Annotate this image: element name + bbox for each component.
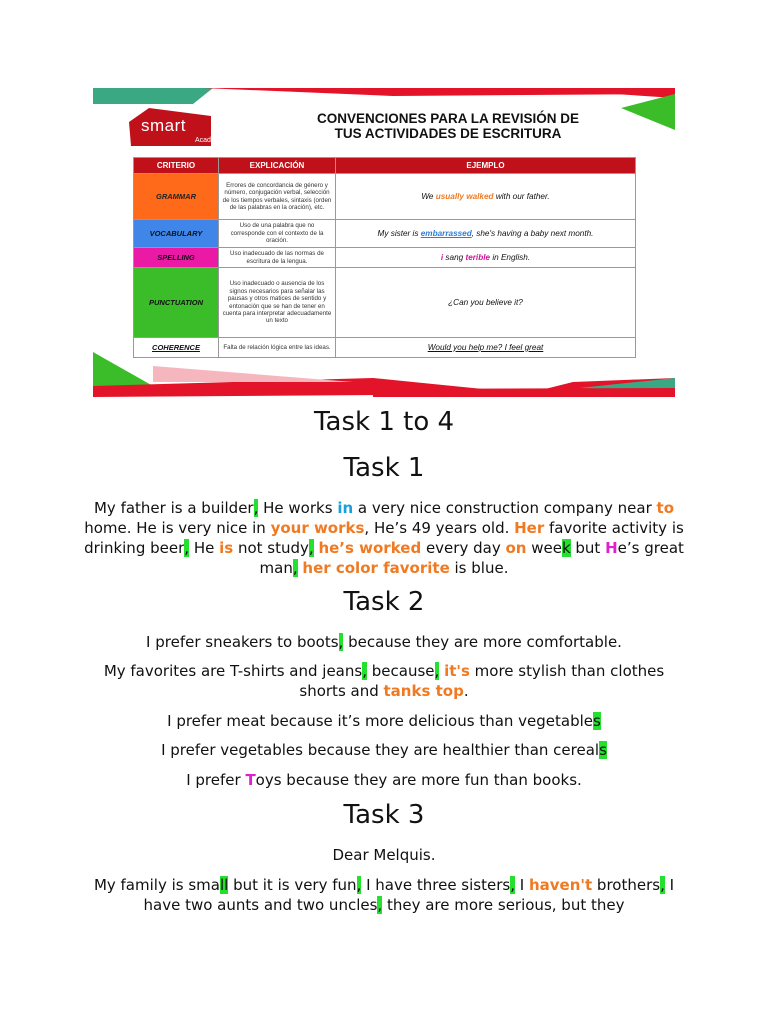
text-segment: I prefer meat because it’s more delicious than vegetable — [167, 712, 594, 730]
criterio-coherence: COHERENCE — [134, 338, 219, 358]
task1-paragraph — [84, 498, 684, 578]
text-segment: because they are more comfortable. — [343, 633, 622, 651]
banner-title — [283, 111, 613, 141]
task2-line-1 — [84, 632, 684, 652]
banner-title-line2: TUS ACTIVIDADES DE ESCRITURA — [334, 126, 562, 141]
col-explicacion: EXPLICACIÓN — [219, 158, 336, 174]
text-segment: My favorites are T-shirts and jeans — [103, 662, 363, 680]
task3-heading: Task 3 — [343, 800, 425, 830]
table-header-row — [134, 158, 636, 174]
correction-mark: it's — [444, 662, 470, 680]
correction-mark: he’s worked — [318, 539, 422, 557]
explicacion-vocabulary: Uso de una palabra que no corresponde con el contexto de la oración. — [219, 220, 336, 248]
ejemplo-spelling: i sang terible in English. — [336, 248, 636, 268]
text-segment: but it is very fun — [228, 876, 357, 894]
main-heading: Task 1 to 4 — [313, 407, 455, 437]
table-row-punctuation — [134, 268, 636, 338]
correction-mark: H — [605, 539, 618, 557]
text-segment: , He’s 49 years old. — [364, 519, 515, 537]
logo-subtitle: Academia de Idiomas — [195, 137, 263, 144]
conventions-table — [133, 157, 636, 358]
correction-mark: , — [338, 633, 344, 651]
correction-mark: your works — [270, 519, 365, 537]
correction-mark: , — [434, 662, 440, 680]
ejemplo-punctuation: ¿Can you believe it? — [336, 268, 636, 338]
task3-greeting: Dear Melquis. — [332, 846, 436, 864]
task1-heading: Task 1 — [343, 453, 425, 483]
correction-mark: , — [253, 499, 259, 517]
correction-mark: k — [561, 539, 571, 557]
correction-mark: , — [308, 539, 314, 557]
correction-mark: Her — [514, 519, 545, 537]
correction-mark: , — [660, 876, 665, 894]
correction-mark: in — [337, 499, 354, 517]
text-segment: but — [570, 539, 606, 557]
text-segment: I have three sisters — [361, 876, 511, 894]
text-segment: I prefer sneakers to boots — [146, 633, 339, 651]
task2-line-2 — [84, 661, 684, 701]
ejemplo-coherence: Would you help me? I feel great — [336, 338, 636, 358]
text-segment: wee — [526, 539, 562, 557]
criterio-vocabulary: VOCABULARY — [134, 220, 219, 248]
text-segment: . — [463, 682, 469, 700]
table-row-grammar — [134, 174, 636, 220]
text-segment: every day — [421, 539, 506, 557]
text-segment: e’s great man — [259, 539, 684, 577]
conventions-banner — [93, 86, 675, 397]
table-row-spelling — [134, 248, 636, 268]
correction-mark: her color favorite — [302, 559, 450, 577]
explicacion-punctuation: Uso inadecuado o ausencia de los signos necesarios para señalar las pausas y otros matices de sentido y entonación que se han de tener en cuenta para interpretar adecuadamente un texto — [219, 268, 336, 338]
correction-mark: , — [510, 876, 515, 894]
text-segment: He works — [258, 499, 338, 517]
task2-line-4 — [84, 740, 684, 760]
task2-line-3 — [84, 711, 684, 731]
criterio-grammar: GRAMMAR — [134, 174, 219, 220]
text-segment: He — [189, 539, 220, 557]
correction-mark: to — [656, 499, 675, 517]
table-row-coherence — [134, 338, 636, 358]
text-segment: I prefer vegetables because they are healthier than cereal — [161, 741, 600, 759]
text-segment: not study — [233, 539, 309, 557]
text-segment: I prefer — [186, 771, 246, 789]
text-segment: a very nice construction company near — [353, 499, 657, 517]
logo-text: smart — [141, 116, 186, 135]
text-segment: because — [366, 662, 435, 680]
banner-title-line1: CONVENCIONES PARA LA REVISIÓN DE — [316, 111, 580, 126]
text-segment: My family is sma — [93, 876, 220, 894]
task2-line-5 — [84, 770, 684, 790]
correction-mark: tanks top — [383, 682, 464, 700]
text-segment: more stylish than clothes shorts and — [299, 662, 665, 700]
correction-mark: , — [184, 539, 190, 557]
explicacion-grammar: Errores de concordancia de género y número, conjugación verbal, selección de los tiempos verbales, sintaxis (orden de las palabras en la oración), etc. — [219, 174, 336, 220]
col-criterio: CRITERIO — [134, 158, 219, 174]
correction-mark: s — [593, 712, 601, 730]
correction-mark: , — [377, 896, 383, 914]
ejemplo-grammar: We usually walked with our father. — [336, 174, 636, 220]
col-ejemplo: EJEMPLO — [336, 158, 636, 174]
text-segment: My father is a builder — [93, 499, 254, 517]
explicacion-spelling: Uso inadecuado de las normas de escritura de la lengua. — [219, 248, 336, 268]
correction-mark: haven't — [528, 876, 593, 894]
text-segment: favorite activity is drinking beer — [84, 519, 684, 557]
text-segment: oys because they are more fun than books. — [255, 771, 582, 789]
text-segment: I — [514, 876, 529, 894]
table-row-vocabulary — [134, 220, 636, 248]
criterio-punctuation: PUNCTUATION — [134, 268, 219, 338]
task3-paragraph — [84, 875, 684, 915]
correction-mark: ll — [219, 876, 229, 894]
correction-mark: s — [599, 741, 607, 759]
text-segment: I have two aunts and two uncles — [143, 876, 675, 914]
text-segment: they are more serious, but they — [382, 896, 625, 914]
text-segment: home. He is very nice in — [84, 519, 271, 537]
correction-mark: on — [505, 539, 527, 557]
explicacion-coherence: Falta de relación lógica entre las ideas. — [219, 338, 336, 358]
text-segment: brothers — [592, 876, 661, 894]
correction-mark: , — [356, 876, 362, 894]
correction-mark: is — [219, 539, 234, 557]
correction-mark: T — [245, 771, 256, 789]
text-segment: is blue. — [449, 559, 509, 577]
correction-mark: , — [362, 662, 367, 680]
criterio-spelling: SPELLING — [134, 248, 219, 268]
ejemplo-vocabulary: My sister is embarrassed, she's having a baby next month. — [336, 220, 636, 248]
correction-mark: , — [292, 559, 298, 577]
task2-heading: Task 2 — [343, 587, 425, 617]
